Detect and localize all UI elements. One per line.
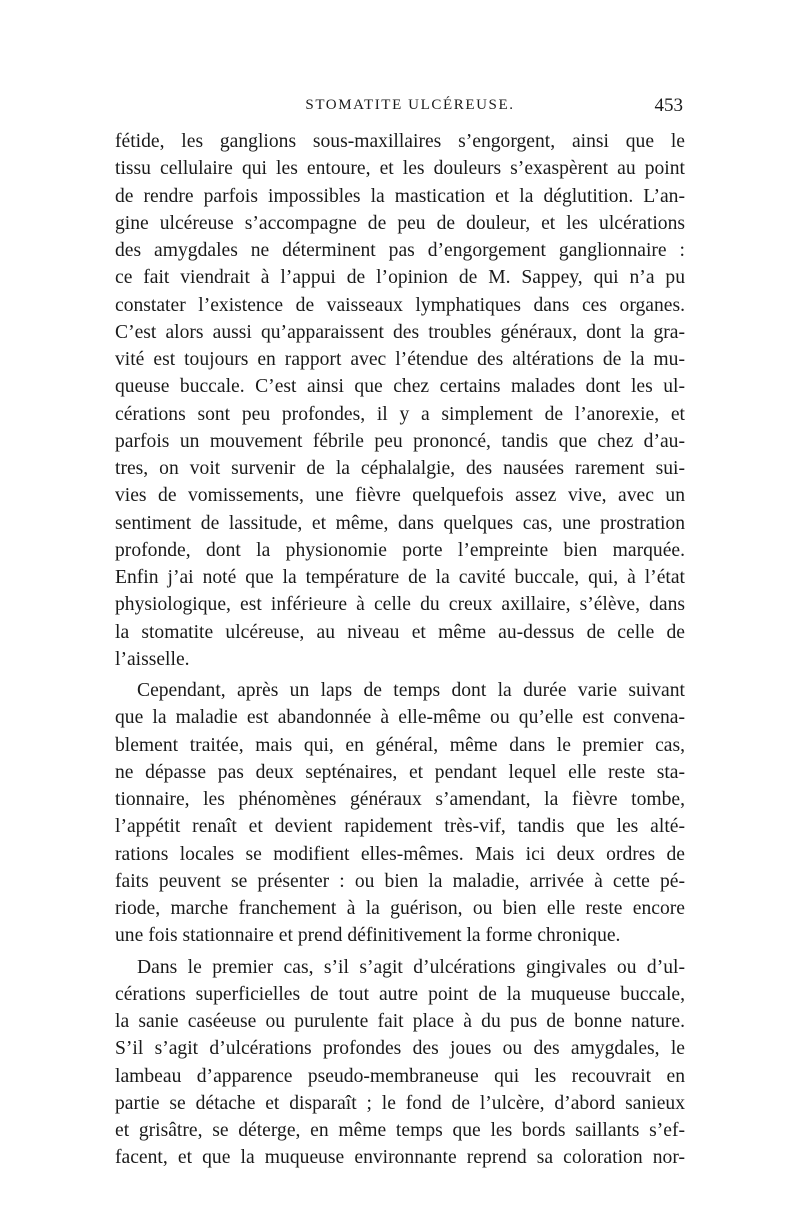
text-line: riode, marche franchement à la guérison, ou bien elle reste encore (115, 898, 685, 919)
text-line: sentiment de lassitude, et même, dans quelques cas, une prostration (115, 512, 685, 534)
text-line: l’appétit renaît et devient rapidement très-vif, tandis que les alté- (115, 816, 685, 838)
text-line: vies de vomissements, une fièvre quelquefois assez vive, avec un (115, 485, 685, 507)
text-line: ne dépasse pas deux septénaires, et pendant lequel elle reste sta- (115, 761, 685, 783)
text-line: fétide, les ganglions sous-maxillaires s’engorgent, ainsi que le (115, 131, 685, 152)
text-line: tres, on voit survenir de la céphalalgie, des nausées rarement sui- (115, 458, 685, 479)
text-line: lambeau d’apparence pseudo-membraneuse qui les recouvrait en (115, 1065, 685, 1087)
text-line: queuse buccale. C’est ainsi que chez certains malades dont les ul- (115, 376, 685, 398)
text-line: faits peuvent se présenter : ou bien la maladie, arrivée à cette pé- (115, 870, 685, 892)
page-number: 453 (654, 95, 683, 116)
text-line: Dans le premier cas, s’il s’agit d’ulcérations gingivales ou d’ul- (137, 956, 685, 978)
text-line: parfois un mouvement fébrile peu prononcé, tandis que chez d’au- (115, 430, 685, 452)
text-line: cérations superficielles de tout autre point de la muqueuse buccale, (115, 983, 685, 1005)
text-line: gine ulcéreuse s’accompagne de peu de douleur, et les ulcérations (115, 212, 685, 234)
text-line: de rendre parfois impossibles la mastication et la déglutition. L’an- (115, 185, 685, 207)
body-text (115, 128, 685, 1172)
text-line: la sanie caséeuse ou purulente fait place à du pus de bonne nature. (115, 1011, 685, 1032)
text-line: blement traitée, mais qui, en général, même dans le premier cas, (115, 734, 685, 756)
text-line: que la maladie est abandonnée à elle-même ou qu’elle est convena- (115, 707, 685, 729)
paragraph (115, 128, 685, 673)
running-title: STOMATITE ULCÉREUSE. (305, 97, 515, 113)
text-line: l’aisselle. (115, 648, 190, 670)
text-line: facent, et que la muqueuse environnante reprend sa coloration nor- (115, 1147, 685, 1169)
text-line: une fois stationnaire et prend définitivement la forme chronique. (115, 925, 621, 947)
text-line: profonde, dont la physionomie porte l’empreinte bien marquée. (115, 539, 685, 561)
text-line: S’il s’agit d’ulcérations profondes des joues ou des amygdales, le (115, 1038, 685, 1060)
text-line: partie se détache et disparaît ; le fond de l’ulcère, d’abord sanieux (115, 1092, 685, 1114)
paragraph (115, 677, 685, 950)
text-line: Enfin j’ai noté que la température de la cavité buccale, qui, à l’état (115, 567, 685, 588)
text-line: C’est alors aussi qu’apparaissent des troubles généraux, dont la gra- (115, 321, 685, 343)
page-header (115, 97, 685, 125)
text-line: constater l’existence de vaisseaux lymphatiques dans ces organes. (115, 294, 685, 316)
text-line: la stomatite ulcéreuse, au niveau et même au-dessus de celle de (115, 621, 685, 643)
paragraph (115, 954, 685, 1172)
text-line: cérations sont peu profondes, il y a simplement de l’anorexie, et (115, 403, 685, 425)
text-line: vité est toujours en rapport avec l’étendue des altérations de la mu- (115, 349, 685, 370)
text-line: Cependant, après un laps de temps dont la durée varie suivant (137, 680, 685, 701)
text-line: tionnaire, les phénomènes généraux s’amendant, la fièvre tombe, (115, 789, 685, 810)
text-line: rations locales se modifient elles-mêmes. Mais ici deux ordres de (115, 843, 685, 865)
text-line: physiologique, est inférieure à celle du creux axillaire, s’élève, dans (115, 594, 685, 616)
text-line: des amygdales ne déterminent pas d’engorgement ganglionnaire : (115, 240, 685, 261)
text-line: tissu cellulaire qui les entoure, et les douleurs s’exaspèrent au point (115, 158, 685, 180)
text-line: et grisâtre, se déterge, en même temps que les bords saillants s’ef- (115, 1120, 685, 1141)
text-line: ce fait viendrait à l’appui de l’opinion de M. Sappey, qui n’a pu (115, 267, 685, 289)
